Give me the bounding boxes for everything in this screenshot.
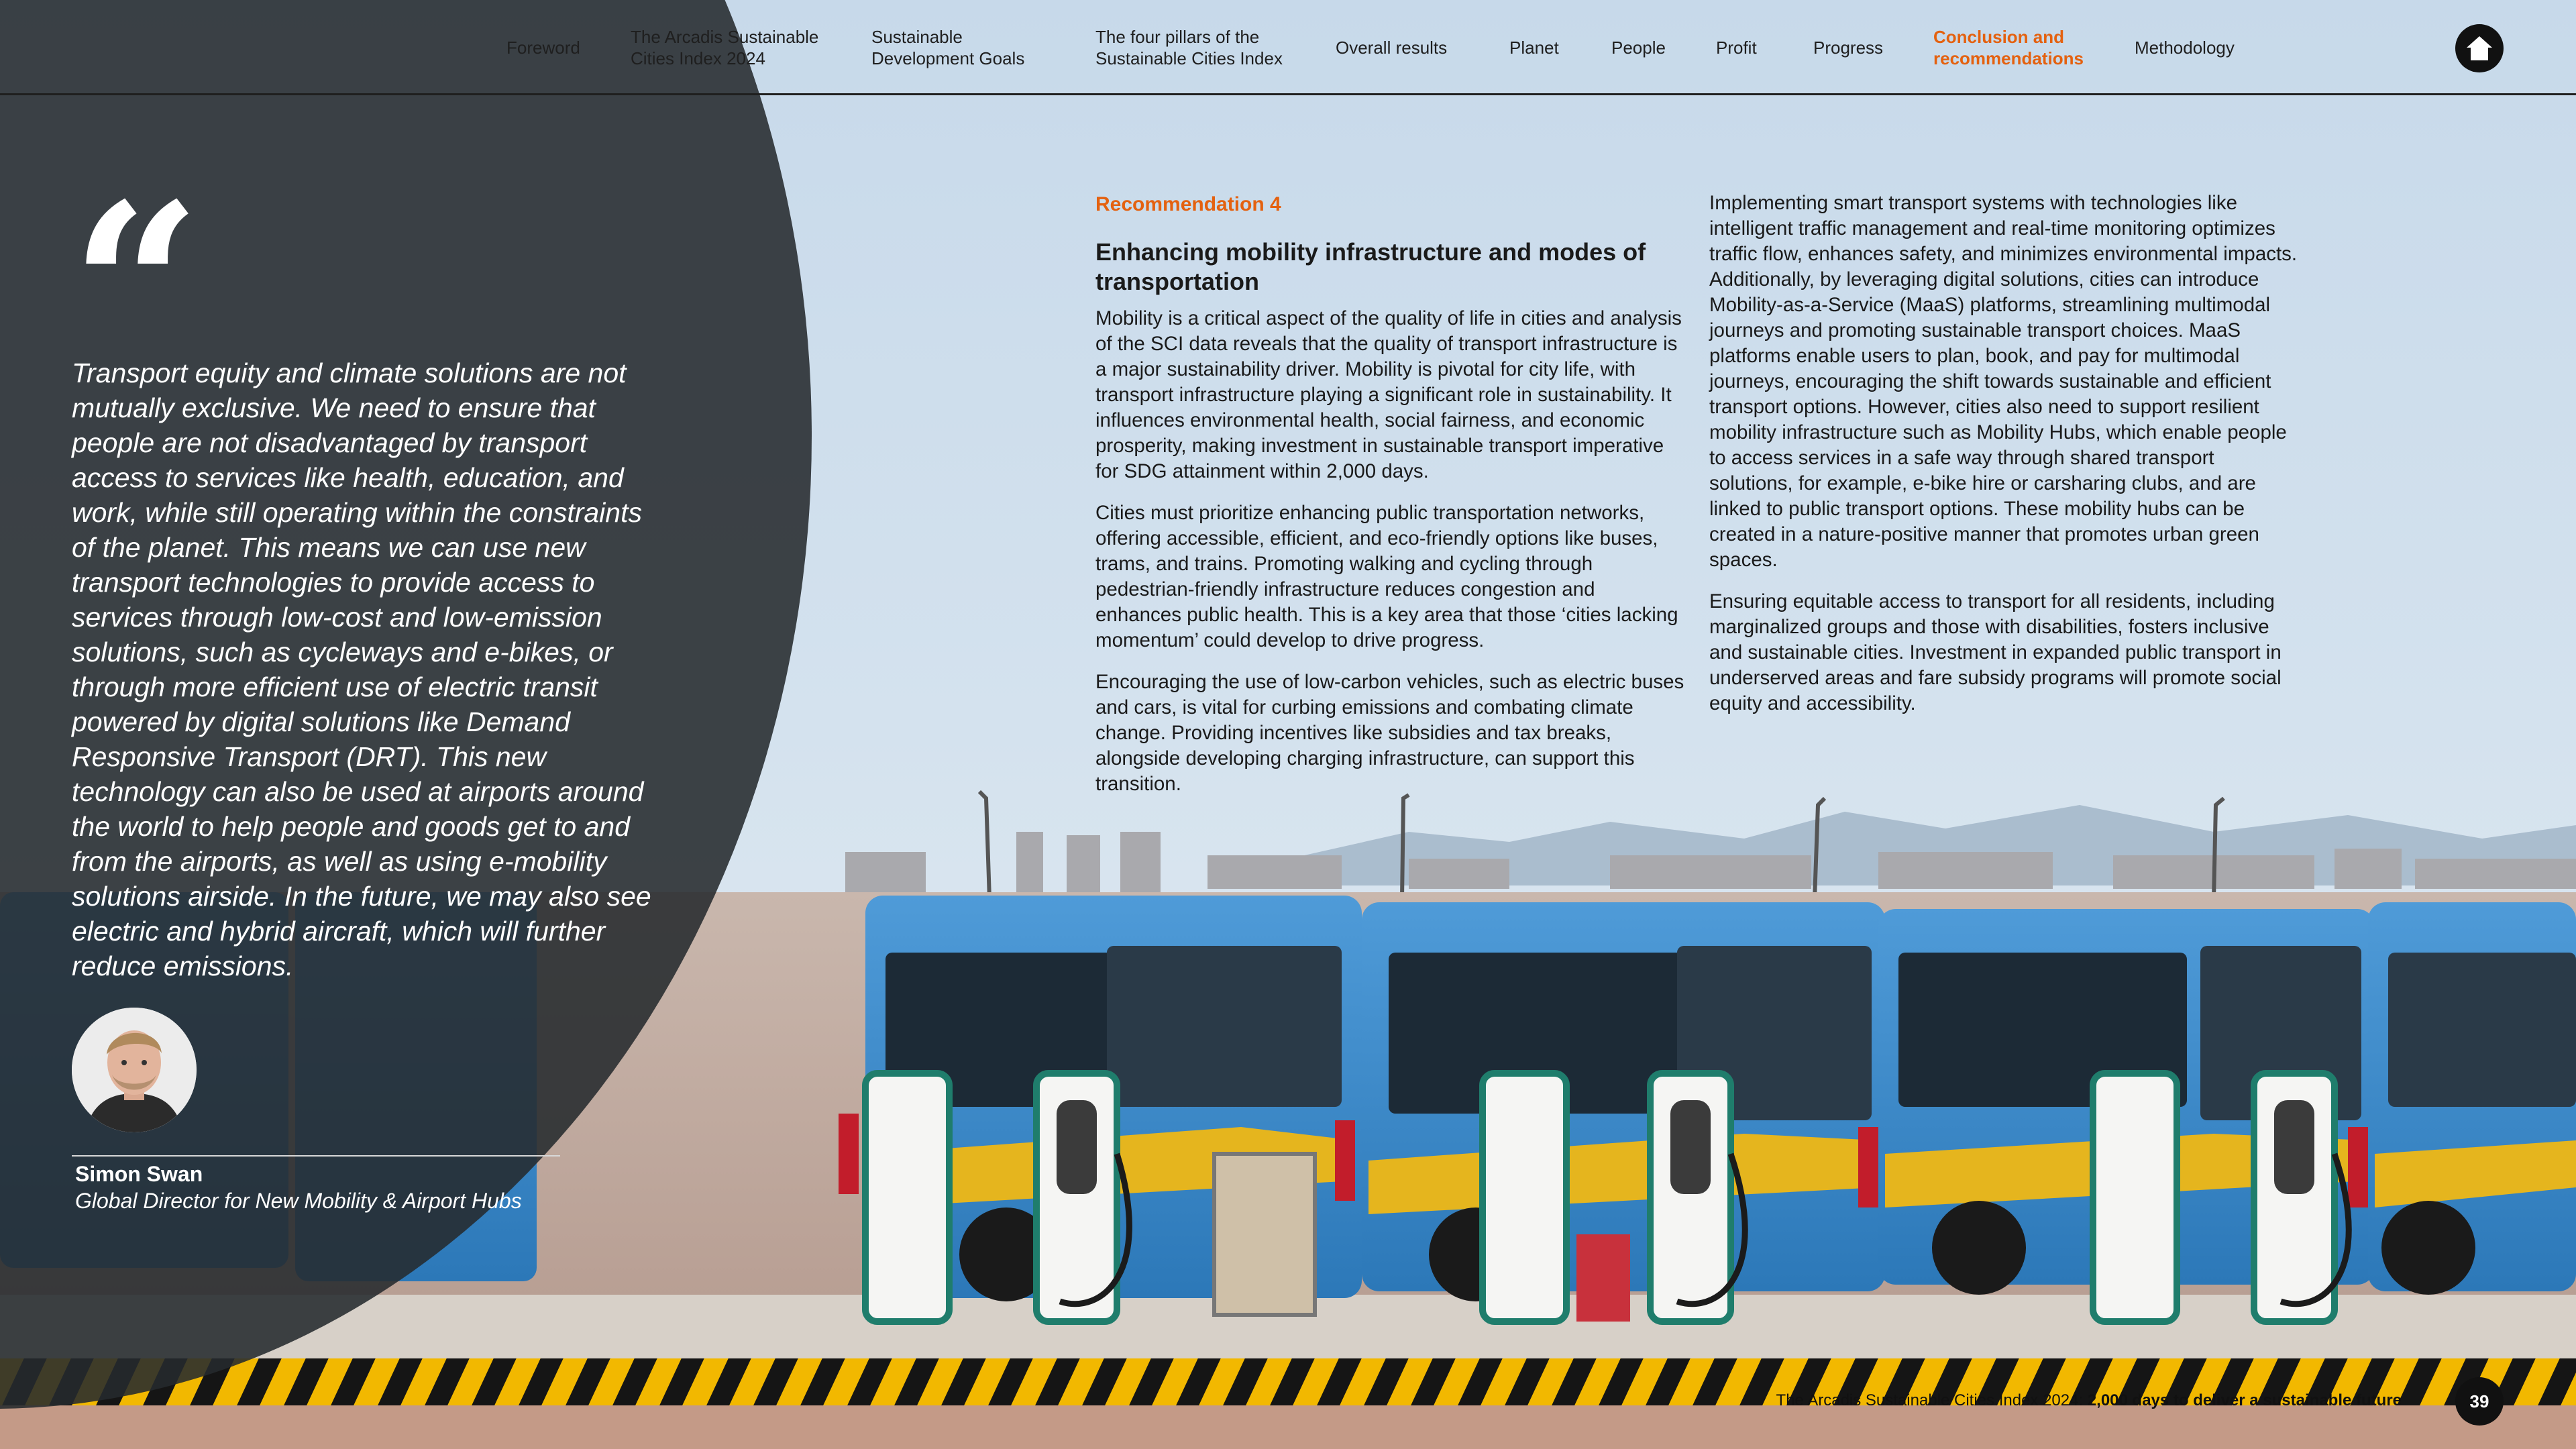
footer-tagline: 2,000 days to deliver a sustainable future xyxy=(2087,1391,2402,1409)
nav-item-overall-results[interactable]: Overall results xyxy=(1336,38,1448,58)
recommendation-column-2 xyxy=(1709,191,2300,733)
author-role: Global Director for New Mobility & Airport Hubs xyxy=(75,1189,522,1213)
home-button[interactable] xyxy=(2455,24,2504,72)
top-navigation xyxy=(0,0,2576,95)
footer-publication xyxy=(1776,1389,2402,1413)
home-icon xyxy=(2463,32,2496,64)
quotation-mark-icon: “ xyxy=(70,154,202,422)
body-paragraph: Mobility is a critical aspect of the quality of life in cities and analysis of the SCI data reveals that the quality of transport infrastructure is a major sustainability driver. Mobility is pivotal for city life, with transport infrastructure playing a significant role in sustainability. It influences environmental health, social fairness, and economic prosperity, making investment in sustainable transport imperative for SDG attainment within 2,000 days. xyxy=(1095,307,1682,482)
body-paragraph: Implementing smart transport systems with technologies like intelligent traffic management and real-time monitoring optimizes traffic flow, enhances safety, and minimizes environmental impacts. Additionally, by leveraging digital solutions, cities can introduce Mobility-as-a-Service (MaaS) platforms, streamlining multimodal journeys and promoting sustainable transport choices. MaaS platforms enable users to plan, book, and pay for multimodal journeys, encouraging the shift towards sustainable and efficient transport options. However, cities also need to support resilient mobility infrastructure such as Mobility Hubs, which enable people to access services in a safe way through shared transport solutions, for example, e-bike hire or carsharing clubs, and are linked to public transport options. These mobility hubs can be created in a nature-positive manner that promotes urban green spaces. xyxy=(1709,192,2298,571)
nav-item-sdg[interactable]: Sustainable Development Goals xyxy=(871,27,1025,68)
nav-item-sci-2024[interactable]: The Arcadis Sustainable Cities Index 2024 xyxy=(631,27,819,68)
pull-quote-text: Transport equity and climate solutions are not mutually exclusive. We need to ensure that people are not disadvantaged by transport access to services like health, education, and work, while still operating within the constraints of the planet. This means we can use new transport technologies to provide access to services through low-cost and low-emission solutions, such as cycleways and e-bikes, or through more efficient use of electric transit powered by digital solutions like Demand Responsive Transport (DRT). This new technology can also be used at airports around the world to help people and goods get to and from the airports, as well as using e-mobility solutions airside. In the future, we may also see electric and hybrid aircraft, which will further reduce emissions. xyxy=(72,358,651,981)
author-avatar xyxy=(72,1008,197,1132)
body-paragraph: Cities must prioritize enhancing public transportation networks, offering accessible, efficient, and eco-friendly options like buses, trams, and trains. Promoting walking and cycling through pedestrian-friendly infrastructure reduces congestion and enhances public health. This is a key area that those ‘cities lacking momentum’ could develop to drive progress. xyxy=(1095,502,1678,651)
nav-item-four-pillars[interactable]: The four pillars of the Sustainable Cities Index xyxy=(1095,27,1283,68)
nav-item-conclusion[interactable]: Conclusion and recommendations xyxy=(1933,27,2084,68)
page-number: 39 xyxy=(2455,1377,2504,1426)
nav-item-people[interactable]: People xyxy=(1611,38,1666,58)
body-paragraph: Encouraging the use of low-carbon vehicles, such as electric buses and cars, is vital for curbing emissions and combating climate change. Providing incentives like subsidies and tax breaks, alongside developing charging infrastructure, can support this transition. xyxy=(1095,671,1684,795)
footer-publication-title: The Arcadis Sustainable Cities Index 2024: xyxy=(1776,1391,2084,1409)
recommendation-title: Enhancing mobility infrastructure and modes of transportation xyxy=(1095,238,1646,295)
author-divider xyxy=(72,1155,560,1157)
recommendation-column-1 xyxy=(1095,192,1686,813)
recommendation-label: Recommendation 4 xyxy=(1095,193,1281,215)
nav-item-foreword[interactable]: Foreword xyxy=(506,38,580,58)
nav-item-profit[interactable]: Profit xyxy=(1716,38,1757,58)
author-name: Simon Swan xyxy=(75,1162,203,1186)
nav-item-planet[interactable]: Planet xyxy=(1509,38,1559,58)
nav-item-methodology[interactable]: Methodology xyxy=(2135,38,2235,58)
nav-item-progress[interactable]: Progress xyxy=(1813,38,1884,58)
body-paragraph: Ensuring equitable access to transport for all residents, including marginalized groups and those with disabilities, fosters inclusive and sustainable cities. Investment in expanded public transport in underserved areas and fare subsidy programs will promote social equity and accessibility. xyxy=(1709,590,2282,714)
